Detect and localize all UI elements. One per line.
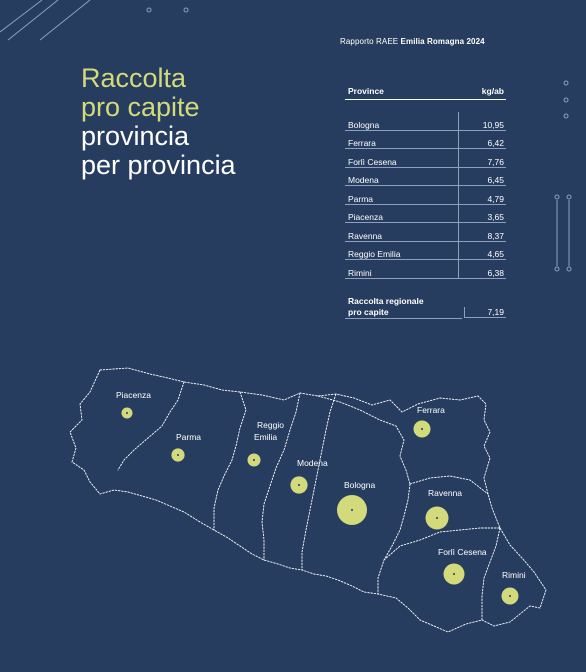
title-line-3: provincia	[81, 121, 190, 151]
province-value: 6,38	[459, 260, 507, 279]
boundary-reggio-modena	[262, 393, 300, 560]
table-row	[345, 241, 506, 260]
table-row	[345, 112, 506, 130]
province-value: 6,42	[459, 130, 507, 149]
province-name: Forlì Cesena	[345, 149, 459, 168]
province-table	[345, 85, 506, 279]
boundary-bologna-ravenna	[378, 484, 410, 594]
label-bologna: Bologna	[344, 480, 376, 490]
label-rimini: Rimini	[502, 570, 526, 580]
province-value: 4,79	[459, 186, 507, 205]
province-value: 6,45	[459, 167, 507, 186]
province-name: Piacenza	[345, 204, 459, 223]
title-line-4: per provincia	[81, 150, 236, 180]
regional-total	[345, 296, 506, 318]
province-labels	[116, 390, 526, 580]
table-row	[345, 204, 506, 223]
province-name: Bologna	[345, 112, 459, 130]
boundary-parma-reggio	[214, 392, 246, 530]
boundary-bologna-ferrara	[318, 396, 410, 484]
label-modena: Modena	[297, 458, 328, 468]
province-name: Modena	[345, 167, 459, 186]
province-value: 4,65	[459, 241, 507, 260]
label-ravenna: Ravenna	[428, 488, 463, 498]
province-value: 7,76	[459, 149, 507, 168]
region-outline	[70, 368, 546, 632]
boundary-modena-bologna	[302, 394, 336, 570]
province-name: Parma	[345, 186, 459, 205]
table-row	[345, 186, 506, 205]
column-header-value: kg/ab	[459, 85, 507, 100]
table-row	[345, 223, 506, 242]
province-value: 10,95	[459, 112, 507, 130]
region-map	[0, 355, 586, 672]
label-forli-cesena: Forlì Cesena	[438, 547, 487, 557]
title-line-1: Raccolta	[81, 63, 187, 93]
table-row	[345, 149, 506, 168]
title-line-2: pro capite	[81, 92, 200, 122]
label-ferrara: Ferrara	[417, 405, 445, 415]
regional-label-2: pro capite	[348, 307, 389, 317]
label-parma: Parma	[176, 432, 202, 442]
province-value: 8,37	[459, 223, 507, 242]
province-name: Reggio Emilia	[345, 241, 459, 260]
province-value: 3,65	[459, 204, 507, 223]
page-title	[81, 64, 236, 180]
table-row	[345, 130, 506, 149]
province-name: Rimini	[345, 260, 459, 279]
table-row	[345, 260, 506, 279]
label-piacenza: Piacenza	[116, 390, 151, 400]
label-reggio-2: Emilia	[254, 432, 278, 442]
province-name: Ravenna	[345, 223, 459, 242]
regional-value: 7,19	[464, 307, 506, 318]
report-label: Rapporto RAEE Emilia Romagna 2024	[340, 37, 485, 46]
table-header	[345, 85, 506, 100]
regional-label-1: Raccolta regionale	[348, 296, 424, 306]
boundary-forli-rimini	[482, 528, 500, 620]
label-reggio-1: Reggio	[257, 420, 284, 430]
province-name: Ferrara	[345, 130, 459, 149]
column-header-province: Province	[345, 85, 459, 100]
table-row	[345, 167, 506, 186]
